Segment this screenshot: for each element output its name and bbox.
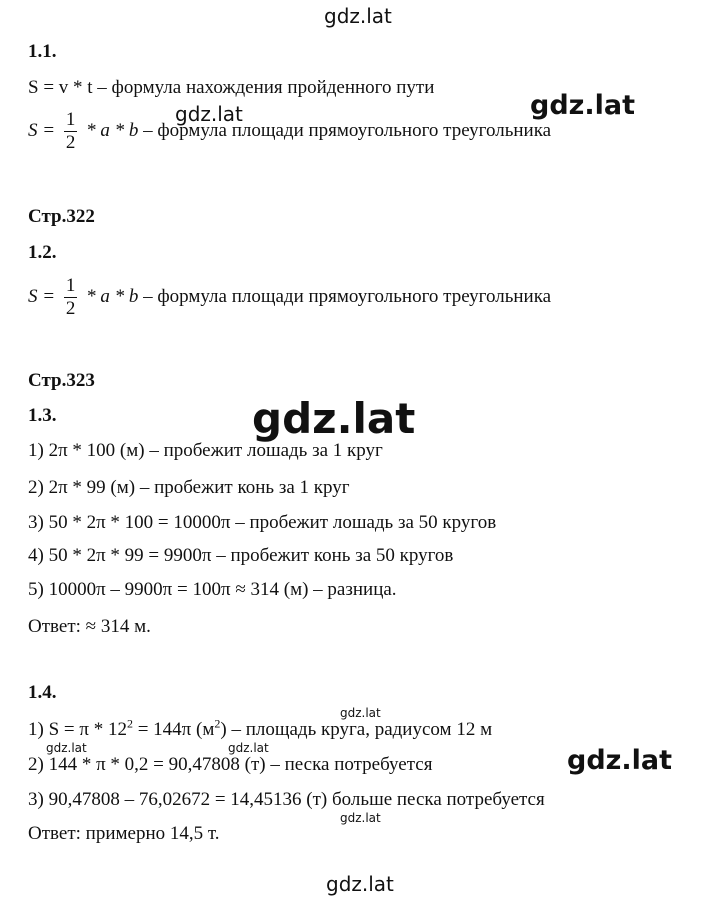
heading-1-1: 1.1. — [28, 41, 57, 62]
solution-step-4: 4) 50 * 2π * 99 = 9900π – пробежит конь за 50 кругов — [28, 545, 454, 566]
step-text: ) – площадь круга, радиусом 12 м — [220, 719, 493, 740]
heading-1-2: 1.2. — [28, 242, 57, 263]
fraction — [64, 276, 78, 319]
solution-step-3: 3) 50 * 2π * 100 = 10000π – пробежит лошадь за 50 кругов — [28, 512, 497, 533]
watermark: gdz.lat — [324, 4, 392, 28]
solution-step-5: 5) 10000π – 9900π = 100π ≈ 314 (м) – разница. — [28, 579, 397, 600]
solution-step-2: 2) 2π * 99 (м) – пробежит конь за 1 круг — [28, 477, 350, 498]
step-text: = 144π (м — [132, 719, 215, 740]
fraction-numerator: 1 — [65, 109, 76, 130]
heading-1-3: 1.3. — [28, 405, 57, 426]
solution-step-2: 2) 144 * π * 0,2 = 90,47808 (т) – песка потребуется — [28, 754, 433, 775]
solution-step-3: 3) 90,47808 – 76,02672 = 14,45136 (т) больше песка потребуется — [28, 789, 545, 810]
watermark: gdz.lat — [46, 741, 87, 755]
step-text: 1) S = π * 12 — [28, 719, 127, 740]
watermark: gdz.lat — [228, 741, 269, 755]
exponent: 2 — [126, 716, 133, 731]
formula-lhs: S = — [28, 285, 60, 307]
exponent: 2 — [214, 716, 221, 731]
formula-rhs: * a * b — [81, 119, 139, 141]
page-heading-323: Стр.323 — [28, 370, 95, 391]
solution-step-1 — [28, 716, 493, 740]
watermark: gdz.lat — [567, 745, 673, 776]
watermark: gdz.lat — [252, 394, 416, 443]
watermark: gdz.lat — [340, 811, 381, 825]
solution-step-1: 1) 2π * 100 (м) – пробежит лошадь за 1 круг — [28, 440, 383, 461]
heading-1-4: 1.4. — [28, 682, 57, 703]
formula-rhs: * a * b — [81, 285, 139, 307]
answer-1-4: Ответ: примерно 14,5 т. — [28, 823, 220, 844]
formula-description: – формула площади прямоугольного треугольника — [138, 285, 552, 307]
fraction-denominator: 2 — [65, 131, 76, 153]
page-heading-322: Стр.322 — [28, 206, 95, 227]
formula-distance: S = v * t – формула нахождения пройденного пути — [28, 77, 435, 98]
fraction-numerator: 1 — [65, 275, 76, 296]
watermark: gdz.lat — [175, 102, 243, 126]
formula-description: – формула площади прямоугольного треугольника — [138, 119, 552, 141]
formula-lhs: S = — [28, 119, 60, 141]
fraction — [64, 110, 78, 153]
answer-1-3: Ответ: ≈ 314 м. — [28, 616, 151, 637]
watermark: gdz.lat — [340, 706, 381, 720]
formula-triangle-area-2 — [28, 276, 551, 319]
formula-triangle-area-1 — [28, 110, 551, 153]
watermark: gdz.lat — [326, 872, 394, 896]
fraction-denominator: 2 — [65, 297, 76, 319]
watermark: gdz.lat — [530, 90, 636, 121]
